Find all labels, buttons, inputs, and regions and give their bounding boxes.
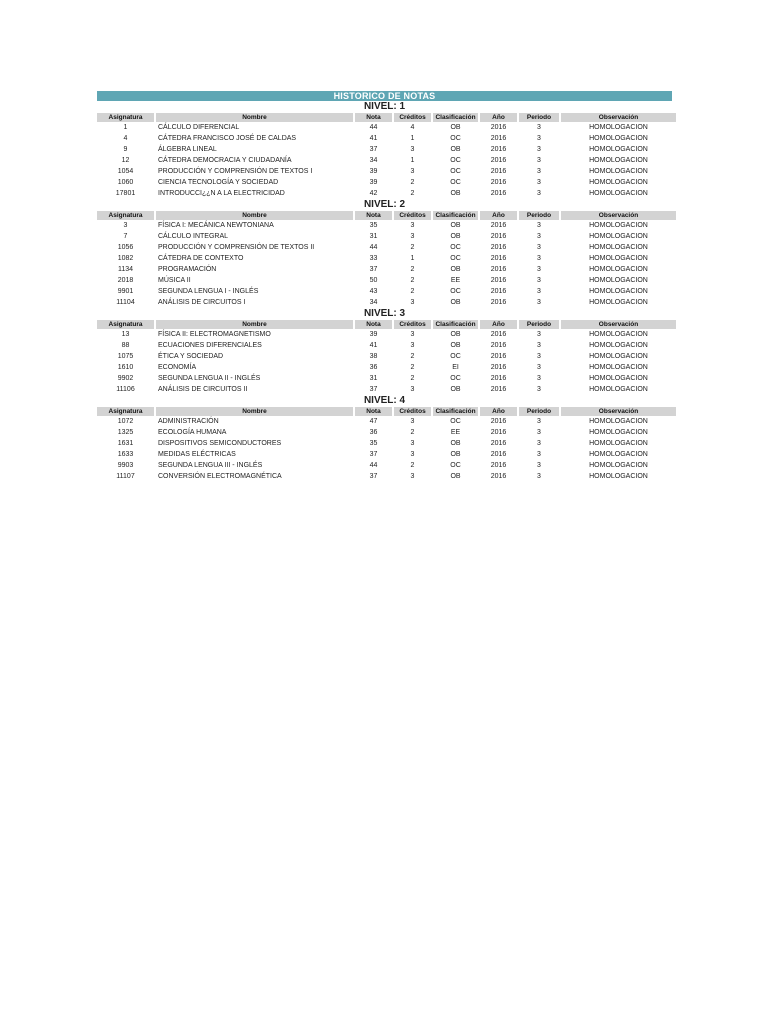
cell-nota: 36 [369, 429, 378, 436]
cell-anio: 2016 [490, 375, 507, 382]
cell-anio: 2016 [490, 364, 507, 371]
cell-anio: 2016 [490, 190, 507, 197]
cell-nota: 39 [369, 179, 378, 186]
cell-observacion: HOMOLOGACION [589, 299, 648, 306]
cell-observacion: HOMOLOGACION [589, 440, 648, 447]
table-row [97, 166, 676, 177]
cell-periodo: 3 [537, 342, 541, 349]
cell-clasificacion: OC [450, 462, 461, 469]
cell-periodo: 3 [537, 386, 541, 393]
cell-anio: 2016 [490, 266, 507, 273]
table-row [97, 155, 676, 166]
cell-asignatura: 9902 [117, 375, 134, 382]
cell-periodo: 3 [537, 462, 541, 469]
column-header-creditos: Créditos [394, 113, 431, 122]
cell-nombre: CÁTEDRA DE CONTEXTO [158, 255, 244, 262]
column-header-nota: Nota [355, 407, 392, 416]
cell-nombre: MÚSICA II [158, 277, 191, 284]
cell-asignatura: 17801 [115, 190, 136, 197]
level-table [95, 407, 678, 482]
cell-periodo: 3 [537, 451, 541, 458]
cell-asignatura: 9901 [117, 288, 134, 295]
cell-clasificacion: OB [450, 190, 461, 197]
cell-nota: 35 [369, 222, 378, 229]
cell-observacion: HOMOLOGACION [589, 266, 648, 273]
cell-asignatura: 1054 [117, 168, 134, 175]
cell-observacion: HOMOLOGACION [589, 222, 648, 229]
level-title: NIVEL: 1 [363, 101, 406, 112]
column-header-periodo: Periodo [519, 113, 559, 122]
cell-clasificacion: OC [450, 353, 461, 360]
cell-nota: 44 [369, 244, 378, 251]
cell-asignatura: 1325 [117, 429, 134, 436]
cell-asignatura: 1633 [117, 451, 134, 458]
cell-observacion: HOMOLOGACION [589, 462, 648, 469]
column-header-nota: Nota [355, 113, 392, 122]
column-header-periodo: Periodo [519, 320, 559, 329]
column-header-creditos: Créditos [394, 407, 431, 416]
cell-asignatura: 1056 [117, 244, 134, 251]
cell-nota: 39 [369, 331, 378, 338]
cell-clasificacion: OB [450, 266, 461, 273]
cell-nombre: FÍSICA II: ELECTROMAGNETISMO [158, 331, 271, 338]
cell-nombre: ECONOMÍA [158, 364, 197, 371]
cell-observacion: HOMOLOGACION [589, 146, 648, 153]
level-table [95, 113, 678, 199]
cell-nota: 34 [369, 157, 378, 164]
column-header-anio: Año [480, 211, 517, 220]
column-header-asignatura: Asignatura [97, 407, 154, 416]
table-row [97, 351, 676, 362]
cell-asignatura: 11104 [116, 299, 135, 306]
cell-nota: 34 [369, 299, 378, 306]
cell-observacion: HOMOLOGACION [589, 331, 648, 338]
cell-nombre: PRODUCCIÓN Y COMPRENSIÓN DE TEXTOS I [158, 168, 313, 175]
cell-observacion: HOMOLOGACION [589, 168, 648, 175]
cell-observacion: HOMOLOGACION [589, 418, 648, 425]
cell-nombre: SEGUNDA LENGUA III - INGLÉS [158, 462, 263, 469]
cell-nota: 37 [369, 473, 378, 480]
cell-creditos: 2 [410, 429, 415, 436]
column-header-asignatura: Asignatura [97, 211, 154, 220]
table-row [97, 177, 676, 188]
cell-periodo: 3 [537, 190, 541, 197]
column-header-observacion: Observación [561, 211, 676, 220]
cell-observacion: HOMOLOGACION [589, 233, 648, 240]
cell-periodo: 3 [537, 364, 541, 371]
column-header-anio: Año [480, 320, 517, 329]
cell-periodo: 3 [537, 331, 541, 338]
cell-creditos: 3 [410, 418, 415, 425]
cell-nota: 33 [369, 255, 378, 262]
table-row [97, 427, 676, 438]
cell-observacion: HOMOLOGACION [589, 386, 648, 393]
level-title: NIVEL: 3 [363, 308, 406, 319]
cell-creditos: 2 [410, 462, 415, 469]
cell-clasificacion: EI [452, 364, 459, 371]
cell-nota: 43 [369, 288, 378, 295]
cell-periodo: 3 [537, 299, 541, 306]
cell-clasificacion: OC [450, 288, 461, 295]
column-header-nota: Nota [355, 211, 392, 220]
cell-clasificacion: EE [450, 277, 461, 284]
table-header-row [97, 407, 676, 416]
table-row [97, 220, 676, 231]
cell-nombre: CÁLCULO INTEGRAL [158, 233, 229, 240]
column-header-clasificacion: Clasificación [433, 320, 478, 329]
cell-asignatura: 1 [123, 124, 128, 131]
cell-asignatura: 13 [121, 331, 130, 338]
cell-observacion: HOMOLOGACION [589, 375, 648, 382]
column-header-creditos: Créditos [394, 211, 431, 220]
cell-anio: 2016 [490, 299, 507, 306]
cell-periodo: 3 [537, 255, 541, 262]
cell-anio: 2016 [490, 135, 507, 142]
table-row [97, 438, 676, 449]
column-header-creditos: Créditos [394, 320, 431, 329]
column-header-nombre: Nombre [156, 320, 353, 329]
cell-creditos: 3 [410, 440, 415, 447]
cell-anio: 2016 [490, 451, 507, 458]
table-header-row [97, 320, 676, 329]
cell-nota: 31 [369, 233, 378, 240]
table-row [97, 253, 676, 264]
cell-creditos: 2 [410, 277, 415, 284]
cell-periodo: 3 [537, 418, 541, 425]
cell-periodo: 3 [537, 233, 541, 240]
cell-asignatura: 11106 [116, 386, 135, 393]
cell-observacion: HOMOLOGACION [589, 364, 648, 371]
cell-nombre: SEGUNDA LENGUA II - INGLÉS [158, 375, 261, 382]
sheet-title: HISTORICO DE NOTAS [97, 91, 672, 101]
cell-nombre: SEGUNDA LENGUA I - INGLÉS [158, 288, 259, 295]
cell-clasificacion: OC [450, 135, 461, 142]
cell-periodo: 3 [537, 429, 541, 436]
cell-nota: 44 [369, 462, 378, 469]
cell-asignatura: 1082 [117, 255, 134, 262]
column-header-nota: Nota [355, 320, 392, 329]
cell-creditos: 2 [410, 375, 415, 382]
cell-nota: 31 [369, 375, 378, 382]
cell-nota: 37 [369, 266, 378, 273]
level-title: NIVEL: 4 [363, 395, 406, 406]
column-header-clasificacion: Clasificación [433, 211, 478, 220]
cell-creditos: 2 [410, 353, 415, 360]
cell-clasificacion: OB [450, 299, 461, 306]
cell-creditos: 3 [410, 168, 415, 175]
column-header-nombre: Nombre [156, 211, 353, 220]
column-header-nombre: Nombre [156, 407, 353, 416]
column-header-anio: Año [480, 407, 517, 416]
cell-creditos: 3 [410, 386, 415, 393]
cell-periodo: 3 [537, 179, 541, 186]
table-row [97, 449, 676, 460]
cell-periodo: 3 [537, 375, 541, 382]
cell-periodo: 3 [537, 157, 541, 164]
cell-creditos: 1 [410, 255, 415, 262]
cell-nombre: CÁTEDRA DEMOCRACIA Y CIUDADANÍA [158, 157, 292, 164]
cell-nota: 37 [369, 146, 378, 153]
cell-observacion: HOMOLOGACION [589, 135, 648, 142]
cell-anio: 2016 [490, 418, 507, 425]
cell-anio: 2016 [490, 277, 507, 284]
cell-observacion: HOMOLOGACION [589, 190, 648, 197]
cell-observacion: HOMOLOGACION [589, 288, 648, 295]
cell-nombre: PROGRAMACIÓN [158, 266, 217, 273]
cell-asignatura: 1134 [117, 266, 134, 273]
cell-observacion: HOMOLOGACION [589, 179, 648, 186]
cell-nombre: MEDIDAS ELÉCTRICAS [158, 451, 236, 458]
cell-nota: 41 [369, 135, 378, 142]
cell-nombre: ECOLOGÍA HUMANA [158, 429, 227, 436]
cell-clasificacion: OB [450, 440, 461, 447]
cell-anio: 2016 [490, 222, 507, 229]
cell-periodo: 3 [537, 353, 541, 360]
cell-periodo: 3 [537, 440, 541, 447]
table-row [97, 264, 676, 275]
cell-creditos: 2 [410, 179, 415, 186]
cell-clasificacion: OC [450, 375, 461, 382]
cell-clasificacion: OC [450, 168, 461, 175]
cell-creditos: 2 [410, 190, 415, 197]
cell-clasificacion: OB [450, 342, 461, 349]
column-header-asignatura: Asignatura [97, 320, 154, 329]
level-table [95, 211, 678, 308]
cell-nombre: ÁLGEBRA LINEAL [158, 146, 217, 153]
column-header-nombre: Nombre [156, 113, 353, 122]
cell-asignatura: 9903 [117, 462, 134, 469]
cell-nombre: ANÁLISIS DE CIRCUITOS II [158, 386, 248, 393]
cell-clasificacion: EE [450, 429, 461, 436]
cell-asignatura: 9 [123, 146, 128, 153]
cell-creditos: 2 [410, 288, 415, 295]
cell-nota: 44 [369, 124, 378, 131]
cell-observacion: HOMOLOGACION [589, 157, 648, 164]
cell-creditos: 3 [410, 451, 415, 458]
cell-creditos: 2 [410, 364, 415, 371]
cell-periodo: 3 [537, 277, 541, 284]
column-header-observacion: Observación [561, 113, 676, 122]
column-header-periodo: Periodo [519, 211, 559, 220]
cell-periodo: 3 [537, 124, 541, 131]
cell-observacion: HOMOLOGACION [589, 342, 648, 349]
cell-creditos: 2 [410, 266, 415, 273]
cell-observacion: HOMOLOGACION [589, 277, 648, 284]
column-header-periodo: Periodo [519, 407, 559, 416]
cell-clasificacion: OB [450, 233, 461, 240]
cell-creditos: 3 [410, 331, 415, 338]
cell-clasificacion: OB [450, 331, 461, 338]
column-header-clasificacion: Clasificación [433, 407, 478, 416]
cell-periodo: 3 [537, 244, 541, 251]
cell-anio: 2016 [490, 255, 507, 262]
cell-anio: 2016 [490, 386, 507, 393]
cell-anio: 2016 [490, 462, 507, 469]
cell-observacion: HOMOLOGACION [589, 244, 648, 251]
cell-anio: 2016 [490, 440, 507, 447]
cell-anio: 2016 [490, 179, 507, 186]
cell-observacion: HOMOLOGACION [589, 124, 648, 131]
cell-clasificacion: OB [450, 124, 461, 131]
cell-creditos: 3 [410, 222, 415, 229]
cell-clasificacion: OC [450, 255, 461, 262]
level-title: NIVEL: 2 [363, 199, 406, 210]
cell-asignatura: 4 [123, 135, 128, 142]
cell-anio: 2016 [490, 342, 507, 349]
cell-asignatura: 88 [121, 342, 130, 349]
cell-nombre: ANÁLISIS DE CIRCUITOS I [158, 299, 246, 306]
cell-creditos: 1 [410, 135, 415, 142]
column-header-observacion: Observación [561, 320, 676, 329]
cell-clasificacion: OC [450, 418, 461, 425]
cell-clasificacion: OC [450, 244, 461, 251]
table-row [97, 373, 676, 384]
cell-creditos: 2 [410, 244, 415, 251]
cell-asignatura: 1060 [117, 179, 134, 186]
cell-nombre: FÍSICA I: MECÁNICA NEWTONIANA [158, 222, 274, 229]
cell-observacion: HOMOLOGACION [589, 451, 648, 458]
table-row [97, 144, 676, 155]
table-row [97, 460, 676, 471]
table-row [97, 471, 676, 482]
column-header-anio: Año [480, 113, 517, 122]
cell-nombre: INTRODUCCI¿¿N A LA ELECTRICIDAD [158, 190, 285, 197]
cell-clasificacion: OB [450, 451, 461, 458]
cell-anio: 2016 [490, 473, 507, 480]
cell-creditos: 3 [410, 342, 415, 349]
cell-anio: 2016 [490, 429, 507, 436]
cell-asignatura: 3 [123, 222, 128, 229]
cell-anio: 2016 [490, 168, 507, 175]
cell-nota: 35 [369, 440, 378, 447]
cell-periodo: 3 [537, 222, 541, 229]
cell-observacion: HOMOLOGACION [589, 473, 648, 480]
table-row [97, 242, 676, 253]
cell-nota: 42 [369, 190, 378, 197]
cell-periodo: 3 [537, 168, 541, 175]
cell-clasificacion: OB [450, 222, 461, 229]
cell-nombre: ECUACIONES DIFERENCIALES [158, 342, 262, 349]
cell-periodo: 3 [537, 473, 541, 480]
cell-nombre: ÉTICA Y SOCIEDAD [158, 353, 224, 360]
cell-nota: 37 [369, 451, 378, 458]
table-row [97, 297, 676, 308]
cell-clasificacion: OB [450, 386, 461, 393]
cell-clasificacion: OC [450, 157, 461, 164]
table-row [97, 416, 676, 427]
table-header-row [97, 211, 676, 220]
cell-periodo: 3 [537, 288, 541, 295]
levels-container [97, 101, 672, 482]
cell-nota: 39 [369, 168, 378, 175]
cell-clasificacion: OC [450, 179, 461, 186]
cell-asignatura: 12 [121, 157, 130, 164]
cell-clasificacion: OB [450, 146, 461, 153]
cell-observacion: HOMOLOGACION [589, 429, 648, 436]
table-row [97, 329, 676, 340]
cell-nota: 41 [369, 342, 378, 349]
cell-asignatura: 1072 [117, 418, 134, 425]
table-row [97, 122, 676, 133]
cell-periodo: 3 [537, 135, 541, 142]
table-row [97, 188, 676, 199]
cell-anio: 2016 [490, 288, 507, 295]
column-header-clasificacion: Clasificación [433, 113, 478, 122]
table-row [97, 275, 676, 286]
cell-nombre: PRODUCCIÓN Y COMPRENSIÓN DE TEXTOS II [158, 244, 315, 251]
table-row [97, 231, 676, 242]
table-row [97, 362, 676, 373]
cell-asignatura: 1075 [117, 353, 134, 360]
cell-periodo: 3 [537, 266, 541, 273]
cell-anio: 2016 [490, 124, 507, 131]
cell-nombre: CÁTEDRA FRANCISCO JOSÉ DE CALDAS [158, 135, 297, 142]
cell-observacion: HOMOLOGACION [589, 255, 648, 262]
cell-asignatura: 7 [123, 233, 128, 240]
cell-nombre: CÁLCULO DIFERENCIAL [158, 124, 240, 131]
table-row [97, 340, 676, 351]
cell-creditos: 1 [410, 157, 415, 164]
cell-nota: 36 [369, 364, 378, 371]
cell-periodo: 3 [537, 146, 541, 153]
cell-creditos: 3 [410, 473, 415, 480]
cell-creditos: 4 [410, 124, 415, 131]
cell-creditos: 3 [410, 146, 415, 153]
cell-anio: 2016 [490, 157, 507, 164]
cell-creditos: 3 [410, 233, 415, 240]
table-row [97, 286, 676, 297]
table-row [97, 384, 676, 395]
column-header-observacion: Observación [561, 407, 676, 416]
cell-nota: 37 [369, 386, 378, 393]
cell-creditos: 3 [410, 299, 415, 306]
cell-clasificacion: OB [450, 473, 461, 480]
cell-nota: 47 [369, 418, 378, 425]
cell-nombre: CIENCIA TECNOLOGÍA Y SOCIEDAD [158, 179, 279, 186]
cell-asignatura: 1631 [117, 440, 134, 447]
cell-nota: 38 [369, 353, 378, 360]
cell-anio: 2016 [490, 146, 507, 153]
table-header-row [97, 113, 676, 122]
cell-nombre: CONVERSIÓN ELECTROMAGNÉTICA [158, 473, 282, 480]
cell-observacion: HOMOLOGACION [589, 353, 648, 360]
level-table [95, 320, 678, 395]
cell-anio: 2016 [490, 233, 507, 240]
column-header-asignatura: Asignatura [97, 113, 154, 122]
cell-nombre: ADMINISTRACIÓN [158, 418, 219, 425]
table-row [97, 133, 676, 144]
cell-anio: 2016 [490, 331, 507, 338]
cell-asignatura: 11107 [116, 473, 135, 480]
cell-anio: 2016 [490, 244, 507, 251]
cell-anio: 2016 [490, 353, 507, 360]
grade-history-sheet [97, 91, 672, 482]
cell-asignatura: 1610 [117, 364, 134, 371]
cell-nota: 50 [369, 277, 378, 284]
cell-nombre: DISPOSITIVOS SEMICONDUCTORES [158, 440, 282, 447]
cell-asignatura: 2018 [117, 277, 134, 284]
